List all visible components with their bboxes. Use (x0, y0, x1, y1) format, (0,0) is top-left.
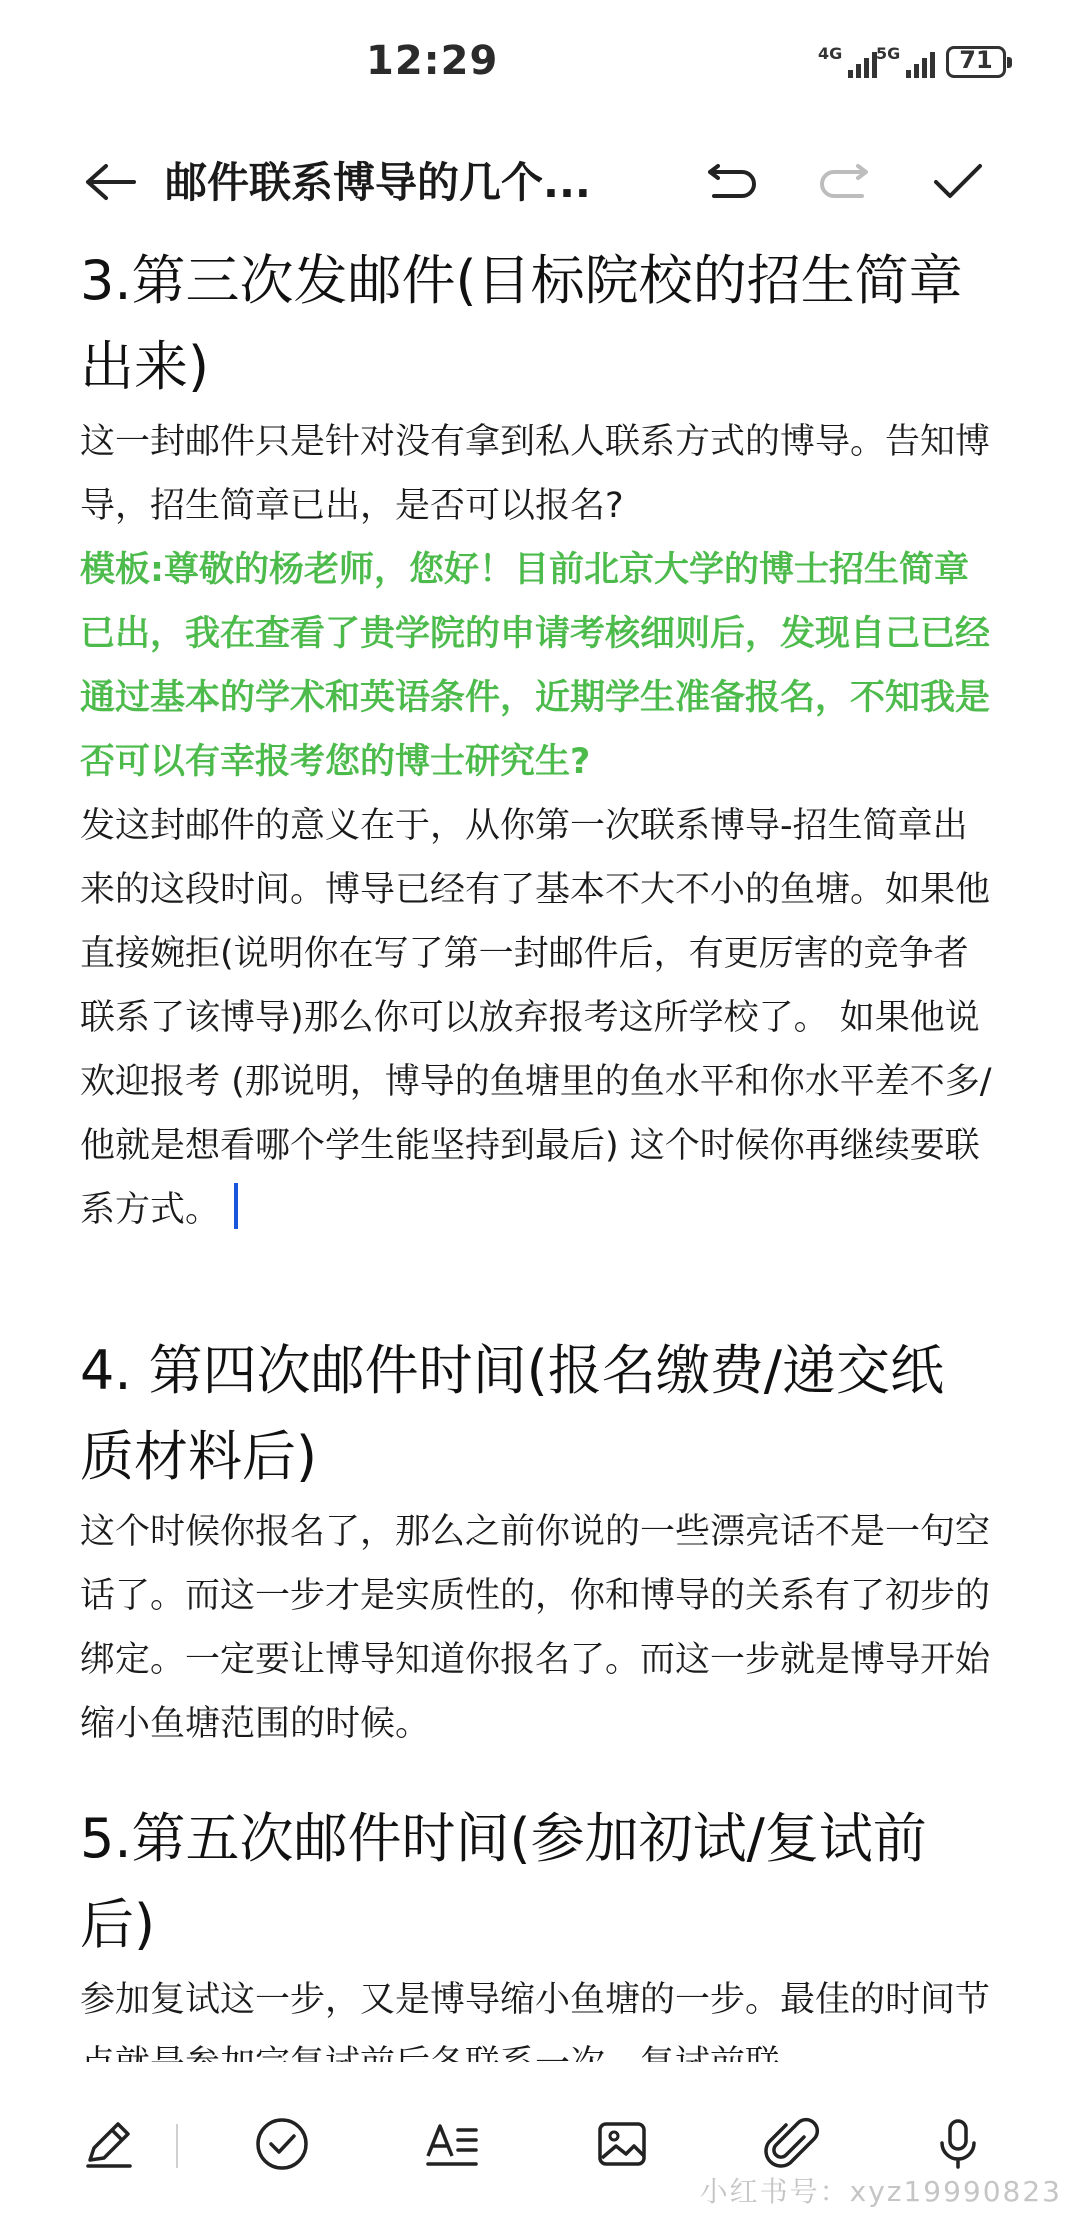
note-title[interactable]: 邮件联系博导的几个... (165, 158, 591, 207)
status-time: 12:29 (366, 38, 499, 84)
back-arrow-icon (84, 162, 136, 202)
section4-paragraph-1: 这个时候你报名了，那么之前你说的一些漂亮话不是一句空话了。而这一步才是实质性的，你和博导的关系有了初步的绑定。一定要让博导知道你报名了。而这一步就是博导开始缩小鱼塘范围的时候。 (80, 1512, 991, 1744)
section5-paragraph-1: 参加复试这一步，又是博导缩小鱼塘的一步。最佳的时间节 (80, 1980, 991, 2020)
section3-heading: 3.第三次发邮件(目标院校的招生简章 出来) (80, 249, 963, 398)
text-cursor (234, 1183, 238, 1229)
text-format-button[interactable] (414, 2106, 490, 2182)
section3-paragraph-1: 这一封邮件只是针对没有拿到私人联系方式的博导。告知博导，招生简章已出，是否可以报名? (80, 422, 991, 526)
signal-4g-icon: 4G (818, 48, 874, 78)
undo-icon (704, 162, 760, 202)
attachment-icon (764, 2115, 820, 2173)
section3-template: 模板:尊敬的杨老师，您好！目前北京大学的博士招生简章已出，我在查看了贵学院的申请考核细则后，发现自己已经通过基本的学术和英语条件，近期学生准备报名，不知我是否可以有幸报考您的博士研究生? (80, 550, 991, 782)
checklist-button[interactable] (244, 2106, 320, 2182)
status-bar (0, 0, 1080, 130)
check-icon (932, 162, 984, 202)
section3-paragraph-2: 发这封邮件的意义在于，从你第一次联系博导-招生简章出来的这段时间。博导已经有了基本不大不小的鱼塘。如果他直接婉拒(说明你在写了第一封邮件后，有更厉害的竞争者联系了该博导)那么你可以放弃报考这所学校了。 如果他说欢迎报考 (那说明，博导的鱼塘里的鱼水平和你水平差不多/他就是想看哪个学生能坚持到最后) 这个时候你再继续要联系方式。 (80, 806, 992, 1230)
section5-heading: 5.第五次邮件时间(参加初试/复试前 后) (80, 1807, 927, 1956)
handwriting-button[interactable] (70, 2106, 146, 2182)
signal-5g-icon: 5G (876, 48, 932, 78)
section4-heading: 4. 第四次邮件时间(报名缴费/递交纸 质材料后) (80, 1339, 944, 1488)
battery-level: 71 (959, 46, 993, 74)
redo-button[interactable] (812, 150, 876, 214)
image-icon (594, 2116, 650, 2172)
note-body[interactable] (80, 238, 1000, 2058)
back-button[interactable] (78, 150, 142, 214)
microphone-icon (932, 2115, 984, 2173)
insert-image-button[interactable] (584, 2106, 660, 2182)
pen-icon (80, 2116, 136, 2172)
text-format-icon (422, 2116, 482, 2172)
toolbar-divider (176, 2124, 178, 2168)
watermark: 小红书号：xyz19990823 (699, 2175, 1062, 2208)
redo-icon (816, 162, 872, 202)
bottom-toolbar (0, 2062, 1080, 2228)
done-button[interactable] (926, 150, 990, 214)
battery-icon (946, 46, 1006, 78)
undo-button[interactable] (700, 150, 764, 214)
checklist-icon (253, 2115, 311, 2173)
